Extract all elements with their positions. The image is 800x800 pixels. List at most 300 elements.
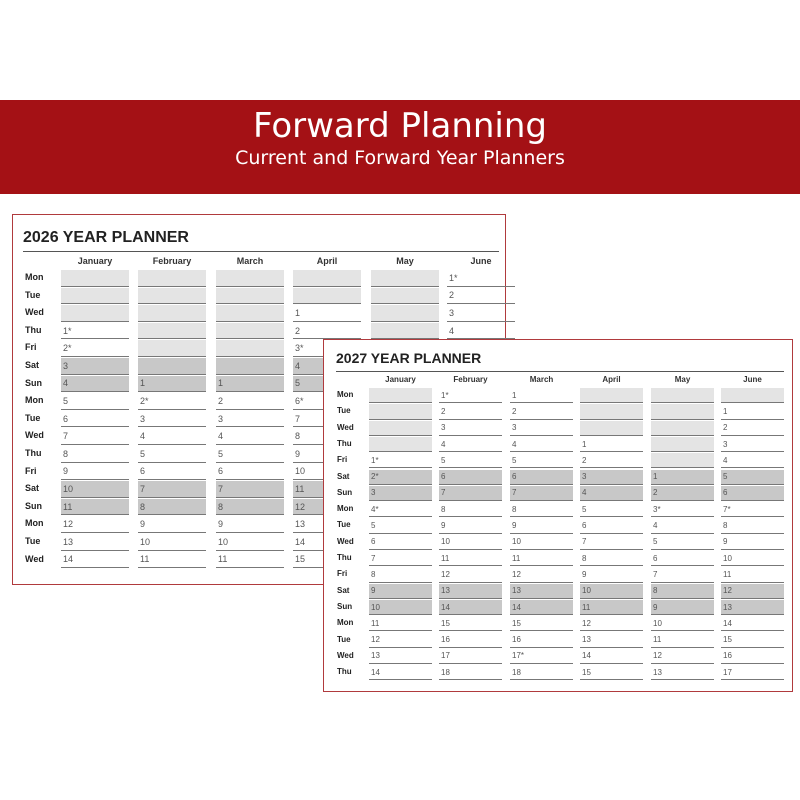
cell-rule xyxy=(216,567,284,568)
day-cell xyxy=(138,270,206,287)
day-number: 12 xyxy=(512,569,521,579)
day-cell xyxy=(721,486,784,501)
day-number: 6 xyxy=(63,413,69,424)
day-number: 16 xyxy=(441,635,450,645)
cell-rule xyxy=(510,582,573,583)
day-cell xyxy=(651,616,714,631)
day-cell xyxy=(216,270,284,287)
cell-rule xyxy=(510,516,573,517)
day-number: 11 xyxy=(140,554,150,565)
day-cell xyxy=(510,502,573,517)
day-number: 1 xyxy=(140,378,146,389)
day-number: 5 xyxy=(582,504,587,514)
cell-rule xyxy=(721,451,784,452)
cell-rule xyxy=(510,614,573,615)
cell-rule xyxy=(447,303,515,304)
cell-rule xyxy=(510,565,573,566)
cell-rule xyxy=(61,444,129,445)
day-cell xyxy=(369,404,432,419)
day-cell xyxy=(216,411,284,428)
day-cell xyxy=(216,340,284,357)
day-cell xyxy=(439,404,502,419)
weekday-label: Thu xyxy=(25,448,42,458)
weekday-label: Sun xyxy=(337,487,353,497)
cell-rule xyxy=(439,419,502,420)
cell-rule xyxy=(510,435,573,436)
day-cell xyxy=(61,516,129,533)
cell-rule xyxy=(510,402,573,403)
day-cell xyxy=(61,376,129,393)
day-cell xyxy=(580,616,643,631)
day-cell xyxy=(721,437,784,452)
day-number: 16 xyxy=(723,651,732,661)
day-number: 11 xyxy=(723,569,732,579)
day-cell xyxy=(61,428,129,445)
weekday-label: Sat xyxy=(337,471,350,481)
day-number: 3 xyxy=(449,307,455,318)
day-number: 10 xyxy=(218,536,229,547)
day-cell xyxy=(721,470,784,485)
cell-rule xyxy=(580,402,643,403)
day-number: 3 xyxy=(441,423,446,433)
day-cell xyxy=(510,470,573,485)
cell-rule xyxy=(510,679,573,680)
title-rule xyxy=(336,371,784,372)
day-cell xyxy=(61,499,129,516)
day-cell xyxy=(138,393,206,410)
day-cell xyxy=(439,567,502,582)
weekday-label: Wed xyxy=(25,430,44,441)
cell-rule xyxy=(439,402,502,403)
day-number: 12 xyxy=(63,519,74,530)
day-number: 10 xyxy=(723,553,732,563)
day-number: 3 xyxy=(218,413,224,424)
day-number: 13 xyxy=(63,536,74,547)
weekday-label: Tue xyxy=(25,412,41,423)
day-number: 10 xyxy=(371,602,380,612)
day-number: 8 xyxy=(63,448,69,459)
day-cell xyxy=(216,428,284,445)
day-number: 14 xyxy=(582,651,591,661)
day-number: 3* xyxy=(653,504,661,514)
day-cell xyxy=(439,600,502,615)
cell-rule xyxy=(580,663,643,664)
day-cell xyxy=(369,616,432,631)
cell-rule xyxy=(439,516,502,517)
day-cell xyxy=(439,453,502,468)
day-number: 11 xyxy=(653,635,662,645)
day-number: 13 xyxy=(512,586,521,596)
cell-rule xyxy=(439,679,502,680)
day-number: 12 xyxy=(371,635,380,645)
cell-rule xyxy=(369,614,432,615)
weekday-label: Tue xyxy=(337,520,351,530)
cell-rule xyxy=(138,497,206,498)
day-cell xyxy=(61,464,129,481)
day-number: 14 xyxy=(723,618,732,628)
cell-rule xyxy=(580,419,643,420)
cell-rule xyxy=(439,500,502,501)
month-header: February xyxy=(453,375,488,384)
day-cell xyxy=(369,388,432,403)
day-cell xyxy=(293,288,361,305)
weekday-label: Thu xyxy=(337,438,352,448)
cell-rule xyxy=(651,451,714,452)
day-number: 9 xyxy=(218,519,224,530)
day-cell xyxy=(61,305,129,322)
cell-rule xyxy=(216,462,284,463)
cell-rule xyxy=(138,444,206,445)
weekday-label: Wed xyxy=(25,553,44,564)
day-number: 13 xyxy=(723,602,732,612)
day-number: 9 xyxy=(723,537,728,547)
day-cell xyxy=(369,535,432,550)
day-cell xyxy=(138,464,206,481)
day-number: 14 xyxy=(512,602,521,612)
day-cell xyxy=(439,649,502,664)
day-number: 4 xyxy=(441,439,446,449)
cell-rule xyxy=(61,303,129,304)
day-number: 7* xyxy=(723,504,731,514)
day-number: 5 xyxy=(723,472,728,482)
day-number: 17 xyxy=(441,651,450,661)
weekday-label: Fri xyxy=(337,455,348,465)
cell-rule xyxy=(580,533,643,534)
day-number: 14 xyxy=(63,554,74,565)
day-number: 11 xyxy=(371,618,380,628)
cell-rule xyxy=(721,565,784,566)
cell-rule xyxy=(580,565,643,566)
cell-rule xyxy=(216,286,284,287)
cell-rule xyxy=(216,338,284,339)
day-cell xyxy=(580,470,643,485)
day-number: 9 xyxy=(371,586,376,596)
cell-rule xyxy=(138,426,206,427)
cell-rule xyxy=(580,582,643,583)
day-cell xyxy=(721,633,784,648)
cell-rule xyxy=(61,514,129,515)
day-cell xyxy=(369,665,432,680)
cell-rule xyxy=(138,321,206,322)
day-cell xyxy=(510,551,573,566)
day-number: 2 xyxy=(218,395,224,406)
day-cell xyxy=(216,446,284,463)
day-number: 8 xyxy=(295,431,301,442)
cell-rule xyxy=(580,484,643,485)
day-number: 7 xyxy=(653,569,658,579)
cell-rule xyxy=(61,286,129,287)
day-number: 6* xyxy=(295,395,304,406)
cell-rule xyxy=(138,532,206,533)
day-number: 12 xyxy=(653,651,662,661)
cell-rule xyxy=(651,402,714,403)
day-cell xyxy=(439,551,502,566)
day-number: 11 xyxy=(63,501,73,512)
day-cell xyxy=(216,516,284,533)
day-cell xyxy=(439,584,502,599)
cell-rule xyxy=(439,451,502,452)
cell-rule xyxy=(439,549,502,550)
cell-rule xyxy=(216,514,284,515)
cell-rule xyxy=(651,516,714,517)
planner-2027 xyxy=(323,339,793,692)
planner-title: 2026 YEAR PLANNER xyxy=(23,229,189,246)
cell-rule xyxy=(651,467,714,468)
day-number: 3 xyxy=(63,360,69,371)
cell-rule xyxy=(61,550,129,551)
day-cell xyxy=(138,358,206,375)
day-number: 18 xyxy=(441,667,450,677)
weekday-label: Tue xyxy=(25,536,41,546)
day-cell xyxy=(580,567,643,582)
cell-rule xyxy=(369,598,432,599)
day-number: 6 xyxy=(371,537,376,547)
cell-rule xyxy=(580,679,643,680)
cell-rule xyxy=(439,484,502,485)
day-cell xyxy=(138,340,206,357)
cell-rule xyxy=(721,679,784,680)
day-cell xyxy=(721,649,784,664)
cell-rule xyxy=(651,630,714,631)
day-number: 2 xyxy=(582,455,587,465)
day-cell xyxy=(510,437,573,452)
day-number: 6 xyxy=(441,472,446,482)
day-number: 2 xyxy=(653,488,658,498)
day-number: 10 xyxy=(140,536,151,547)
day-number: 8 xyxy=(653,586,658,596)
weekday-label: Thu xyxy=(337,553,352,562)
cell-rule xyxy=(721,419,784,420)
cell-rule xyxy=(721,533,784,534)
day-cell xyxy=(510,453,573,468)
day-cell xyxy=(510,518,573,533)
cell-rule xyxy=(61,532,129,533)
cell-rule xyxy=(61,497,129,498)
cell-rule xyxy=(721,467,784,468)
day-number: 11 xyxy=(295,483,305,494)
day-number: 1 xyxy=(295,307,301,318)
day-number: 2 xyxy=(441,406,446,416)
cell-rule xyxy=(447,286,515,287)
weekday-label: Mon xyxy=(25,395,44,406)
day-cell xyxy=(138,552,206,569)
cell-rule xyxy=(580,549,643,550)
weekday-label: Wed xyxy=(337,422,354,432)
day-number: 7 xyxy=(295,413,301,424)
cell-rule xyxy=(138,391,206,392)
cell-rule xyxy=(216,532,284,533)
day-cell xyxy=(371,323,439,340)
cell-rule xyxy=(651,679,714,680)
cell-rule xyxy=(61,479,129,480)
day-cell xyxy=(651,535,714,550)
day-cell xyxy=(61,393,129,410)
month-header: January xyxy=(385,375,416,384)
day-cell xyxy=(369,470,432,485)
cell-rule xyxy=(216,444,284,445)
weekday-label: Thu xyxy=(25,324,42,335)
day-cell xyxy=(61,323,129,340)
day-cell xyxy=(580,665,643,680)
day-number: 10 xyxy=(295,466,306,477)
weekday-label: Mon xyxy=(337,618,354,628)
day-cell xyxy=(721,551,784,566)
cell-rule xyxy=(138,409,206,410)
cell-rule xyxy=(447,321,515,322)
day-cell xyxy=(369,600,432,615)
day-number: 5 xyxy=(295,378,301,389)
day-number: 11 xyxy=(441,553,450,563)
day-number: 10 xyxy=(512,537,521,547)
day-cell xyxy=(216,464,284,481)
month-header: June xyxy=(470,256,492,266)
cell-rule xyxy=(138,479,206,480)
day-number: 2 xyxy=(512,406,517,416)
cell-rule xyxy=(369,402,432,403)
day-cell xyxy=(369,437,432,452)
day-cell xyxy=(721,584,784,599)
day-number: 1* xyxy=(449,272,458,283)
day-number: 5 xyxy=(512,455,517,465)
cell-rule xyxy=(369,533,432,534)
day-cell xyxy=(369,453,432,468)
day-number: 7 xyxy=(582,537,587,547)
cell-rule xyxy=(371,303,439,304)
day-number: 2 xyxy=(295,325,301,336)
day-cell xyxy=(216,288,284,305)
cell-rule xyxy=(216,391,284,392)
day-cell xyxy=(216,393,284,410)
day-cell xyxy=(369,633,432,648)
cell-rule xyxy=(138,550,206,551)
day-cell xyxy=(439,665,502,680)
cell-rule xyxy=(721,402,784,403)
day-cell xyxy=(138,305,206,322)
day-cell xyxy=(510,535,573,550)
cell-rule xyxy=(61,462,129,463)
day-cell xyxy=(447,270,515,287)
day-number: 4 xyxy=(582,488,587,498)
cell-rule xyxy=(369,565,432,566)
day-number: 6 xyxy=(512,472,517,482)
day-cell xyxy=(580,584,643,599)
cell-rule xyxy=(371,321,439,322)
day-cell xyxy=(721,600,784,615)
cell-rule xyxy=(651,500,714,501)
day-cell xyxy=(138,323,206,340)
cell-rule xyxy=(439,663,502,664)
cell-rule xyxy=(369,500,432,501)
day-number: 15 xyxy=(723,635,732,645)
cell-rule xyxy=(510,533,573,534)
day-cell xyxy=(439,535,502,550)
day-cell xyxy=(510,388,573,403)
cell-rule xyxy=(651,663,714,664)
day-number: 9 xyxy=(653,602,658,612)
cell-rule xyxy=(439,533,502,534)
month-header: June xyxy=(743,375,762,384)
cell-rule xyxy=(439,630,502,631)
cell-rule xyxy=(216,479,284,480)
day-number: 10 xyxy=(582,586,591,596)
day-number: 6 xyxy=(140,466,146,477)
cell-rule xyxy=(369,435,432,436)
weekday-label: Sun xyxy=(337,601,353,611)
cell-rule xyxy=(580,647,643,648)
day-number: 13 xyxy=(441,586,450,596)
day-cell xyxy=(510,616,573,631)
day-cell xyxy=(510,486,573,501)
cell-rule xyxy=(651,565,714,566)
day-number: 4 xyxy=(723,455,728,465)
day-cell xyxy=(447,305,515,322)
day-cell xyxy=(61,358,129,375)
day-cell xyxy=(439,421,502,436)
cell-rule xyxy=(439,647,502,648)
cell-rule xyxy=(216,426,284,427)
day-cell xyxy=(61,481,129,498)
day-number: 5 xyxy=(441,455,446,465)
day-number: 5 xyxy=(653,537,658,547)
cell-rule xyxy=(369,663,432,664)
day-cell xyxy=(510,633,573,648)
day-cell xyxy=(138,288,206,305)
cell-rule xyxy=(580,630,643,631)
cell-rule xyxy=(510,549,573,550)
day-number: 17 xyxy=(723,667,732,677)
day-cell xyxy=(721,535,784,550)
month-header: May xyxy=(396,256,414,266)
day-number: 16 xyxy=(512,635,521,645)
day-cell xyxy=(216,323,284,340)
day-number: 6 xyxy=(723,488,728,498)
cell-rule xyxy=(369,467,432,468)
day-number: 7 xyxy=(140,483,146,494)
day-number: 7 xyxy=(63,431,69,442)
cell-rule xyxy=(651,484,714,485)
day-cell xyxy=(651,584,714,599)
day-cell xyxy=(721,567,784,582)
day-number: 1 xyxy=(512,390,517,400)
day-number: 7 xyxy=(441,488,446,498)
cell-rule xyxy=(216,497,284,498)
day-cell xyxy=(439,633,502,648)
day-cell xyxy=(216,358,284,375)
cell-rule xyxy=(721,630,784,631)
day-cell xyxy=(580,600,643,615)
cell-rule xyxy=(138,514,206,515)
cell-rule xyxy=(721,549,784,550)
day-number: 9 xyxy=(582,569,587,579)
day-cell xyxy=(651,453,714,468)
cell-rule xyxy=(369,582,432,583)
day-number: 15 xyxy=(512,618,521,628)
day-number: 10 xyxy=(63,483,74,494)
cell-rule xyxy=(61,391,129,392)
day-cell xyxy=(61,340,129,357)
day-cell xyxy=(510,600,573,615)
day-cell xyxy=(369,584,432,599)
cell-rule xyxy=(651,614,714,615)
day-cell xyxy=(138,481,206,498)
weekday-label: Sat xyxy=(25,360,40,370)
day-number: 1 xyxy=(582,439,587,449)
day-number: 11 xyxy=(582,602,591,612)
cell-rule xyxy=(216,374,284,375)
day-number: 2* xyxy=(371,472,379,482)
cell-rule xyxy=(293,303,361,304)
day-cell xyxy=(138,446,206,463)
